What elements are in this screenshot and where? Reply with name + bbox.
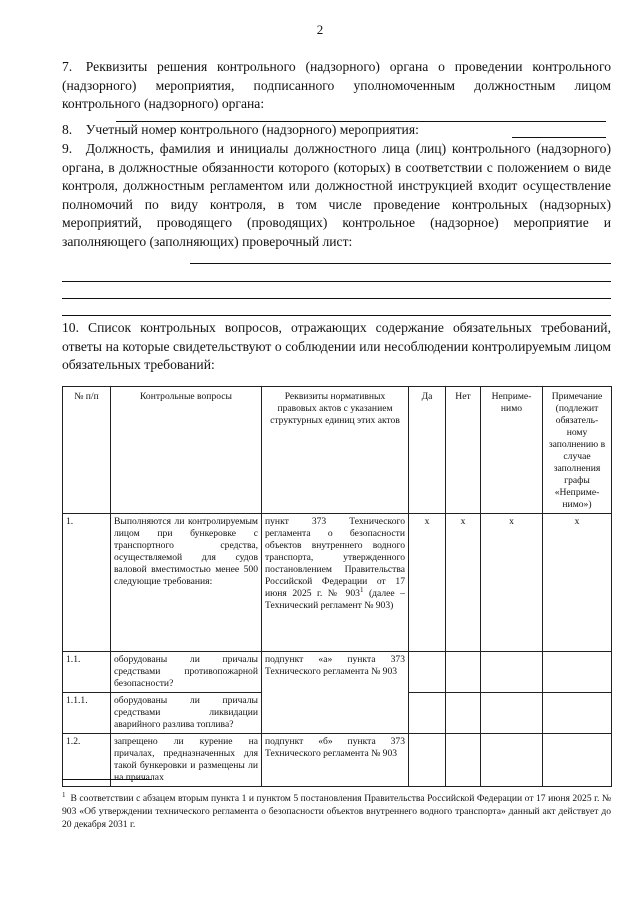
footnote-text: В соответствии с абзацем вторым пункта 1 и пунктом 5 постановления Правительства Российской Федерации от 17 июня 2025 г. № 903 «Об утверждении технического регламента о безопасности объектов внутреннего водного транспорта» данный акт действует до 20 декабря 2031 г. — [62, 793, 612, 830]
row-na[interactable] — [481, 652, 543, 693]
row-acts-tail: (далее – Технический регламент № 903) — [265, 588, 405, 611]
row-note: x — [543, 514, 612, 652]
header-acts: Реквизиты нормативных правовых актов с указанием структурных единиц этих актов — [262, 387, 409, 514]
item-7-text: 7. Реквизиты решения контрольного (надзорного) органа о проведении контрольного (надзорного) мероприятия, подписанного уполномоченным должностным лицом контрольного (надзорного) органа: — [62, 59, 611, 111]
footnote-divider — [62, 779, 152, 780]
footnote — [62, 792, 611, 831]
item-9-fill-line-2 — [62, 281, 611, 282]
item-9-fill-line-4 — [62, 315, 611, 316]
row-note[interactable] — [543, 652, 612, 693]
row-no[interactable] — [446, 693, 481, 734]
item-9-text: 9. Должность, фамилия и инициалы должностного лица (лиц) контрольного (надзорного) органа, в должностные обязанности которого (которых) в соответствии с положением о виде контроля, должностным регламентом или должностной инструкцией входит осуществление полномочий по виду контроля, в том числе проведение контрольных (надзорных) мероприятий, проводящего (проводящих) контрольное (надзорное) мероприятие и заполняющего (заполняющих) проверочный лист: — [62, 141, 611, 249]
row-yes[interactable] — [409, 693, 446, 734]
row-no[interactable] — [446, 734, 481, 787]
row-note[interactable] — [543, 734, 612, 787]
table-header-row — [63, 387, 612, 514]
row-num: 1.2. — [63, 734, 111, 787]
header-num: № п/п — [63, 387, 111, 514]
row-acts-text: пункт 373 Технического регламента о безопасности объектов внутреннего водного транспорта, утвержденного постановлением Правительства Российской Федерации от 17 июня 2025 г. № 903 — [265, 516, 405, 599]
row-question: Выполняются ли контролируемым лицом при бункеровке с транспортного средства, осуществляемой для судов валовой вместимостью менее 500 следующие требования: — [111, 514, 262, 652]
footnote-ref: 1 — [359, 585, 364, 594]
header-na: Неприме-нимо — [481, 387, 543, 514]
row-no: x — [446, 514, 481, 652]
item-9-fill-line-3 — [62, 298, 611, 299]
row-question: оборудованы ли причалы средствами ликвидации аварийного разлива топлива? — [111, 693, 262, 734]
header-yes: Да — [409, 387, 446, 514]
item-8-fill-line — [512, 137, 606, 138]
row-num: 1.1.1. — [63, 693, 111, 734]
item-9-fill-line — [190, 263, 611, 264]
row-acts: подпункт «а» пункта 373 Технического регламента № 903 — [262, 652, 409, 734]
row-num: 1. — [63, 514, 111, 652]
row-yes[interactable] — [409, 734, 446, 787]
row-question: оборудованы ли причалы средствами противопожарной безопасности? — [111, 652, 262, 693]
row-acts — [262, 514, 409, 652]
row-no[interactable] — [446, 652, 481, 693]
header-note: Примечание (подлежит обязатель-ному заполнению в случае заполнения графы «Неприме-нимо») — [543, 387, 612, 514]
row-yes: x — [409, 514, 446, 652]
row-note[interactable] — [543, 693, 612, 734]
requirements-table — [62, 386, 612, 787]
table-row — [63, 652, 612, 693]
table-row — [63, 514, 612, 652]
row-question: запрещено ли курение на причалах, предназначенных для такой бункеровки и размещены ли на причалах — [111, 734, 262, 787]
header-question: Контрольные вопросы — [111, 387, 262, 514]
row-acts: подпункт «б» пункта 373 Технического регламента № 903 — [262, 734, 409, 787]
row-na: x — [481, 514, 543, 652]
row-num: 1.1. — [63, 652, 111, 693]
row-na[interactable] — [481, 734, 543, 787]
row-na[interactable] — [481, 693, 543, 734]
item-8-text: 8. Учетный номер контрольного (надзорного) мероприятия: — [62, 122, 419, 137]
row-yes[interactable] — [409, 652, 446, 693]
footnote-mark: 1 — [62, 790, 66, 799]
item-10-text: 10. Список контрольных вопросов, отражающих содержание обязательных требований, ответы на которые свидетельствуют о соблюдении или несоблюдении контролируемым лицом обязательных требований: — [62, 320, 611, 372]
header-no: Нет — [446, 387, 481, 514]
page-number: 2 — [316, 22, 324, 37]
